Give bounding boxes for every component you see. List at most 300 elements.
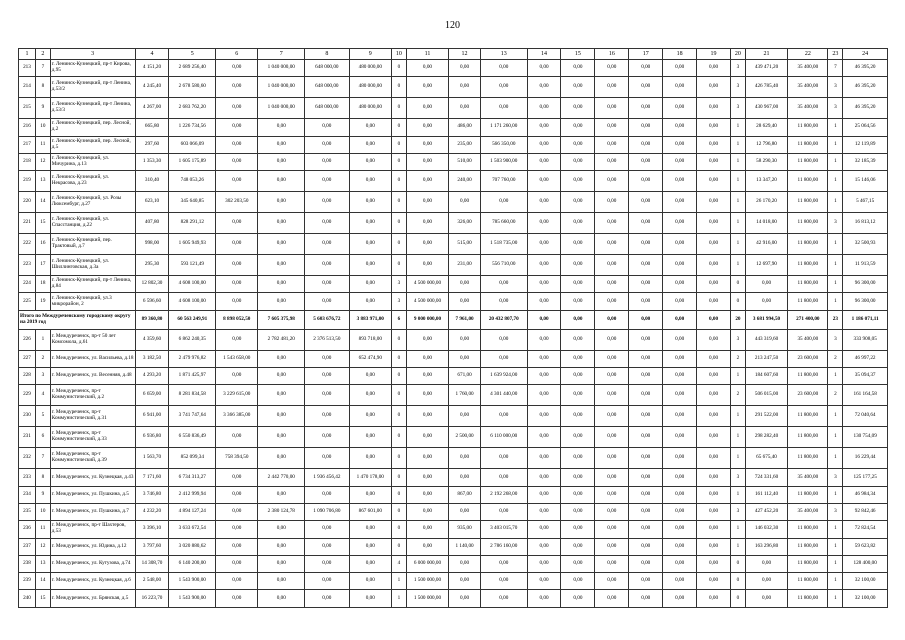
table-cell: 35 400,00 [788, 503, 828, 520]
table-cell: 0 [391, 448, 406, 469]
table-cell: 0,00 [629, 406, 663, 427]
table-cell: 0,00 [561, 60, 595, 77]
table-cell: 0,00 [561, 171, 595, 192]
table-cell: 125 177,25 [843, 469, 888, 486]
table-cell: 0,00 [527, 555, 561, 572]
table-cell: 515,00 [449, 234, 481, 255]
table-cell: 0,00 [595, 310, 629, 329]
table-cell: 0,00 [216, 255, 258, 276]
table-cell: 0,00 [527, 521, 561, 538]
table-cell: 0,00 [216, 171, 258, 192]
table-cell: 7 [828, 60, 843, 77]
table-cell: 6 550 836,49 [169, 427, 216, 448]
table-cell: 0,00 [305, 192, 350, 213]
table-cell: 0,00 [449, 469, 481, 486]
table-cell: 3 [828, 98, 843, 119]
table-cell: 0,00 [527, 60, 561, 77]
table-cell: 0,00 [305, 171, 350, 192]
table-cell: 11 800,00 [788, 368, 828, 385]
table-cell: 0,00 [406, 171, 448, 192]
table-cell: 0,00 [663, 98, 697, 119]
table-cell: 19 [697, 49, 731, 60]
table-cell: 11 800,00 [788, 406, 828, 427]
table-cell: 1 [35, 329, 50, 350]
table-cell: г. Ленинск-Кузнецкий, ул. Шиллинговская, д.3а [50, 255, 135, 276]
table-cell: 7 [35, 60, 50, 77]
table-cell: 1 500 000,00 [406, 590, 448, 607]
table-cell: 0,00 [258, 406, 305, 427]
table-cell: 0,00 [406, 538, 448, 555]
table-cell: 4 608 100,00 [169, 293, 216, 310]
table-cell: 0,00 [745, 573, 787, 590]
table-cell: 237 [19, 538, 36, 555]
table-cell: 0,00 [663, 385, 697, 406]
table-cell: 566 350,00 [480, 136, 527, 153]
table-cell: 4 151,20 [135, 60, 169, 77]
table-cell: 0,00 [527, 329, 561, 350]
table-cell: 1 [731, 153, 746, 170]
table-cell: 0,00 [406, 255, 448, 276]
table-cell: 3 746,80 [135, 486, 169, 503]
table-cell: 23 [828, 310, 843, 329]
table-cell: 4 500 000,00 [406, 293, 448, 310]
table-cell: 0,00 [697, 469, 731, 486]
table-cell: 1 760,00 [449, 385, 481, 406]
table-cell: г. Междуреченск, ул. Юдина, д.12 [50, 538, 135, 555]
table-cell: 0 [391, 427, 406, 448]
table-cell: 0,00 [527, 350, 561, 367]
table-cell: 3 633 672,54 [169, 521, 216, 538]
table-cell: 0,00 [663, 368, 697, 385]
table-cell: 2 412 999,94 [169, 486, 216, 503]
table-cell: 128 400,00 [843, 555, 888, 572]
table-cell: 1 [828, 538, 843, 555]
table-cell: 216 [19, 119, 36, 136]
table-cell: 0,00 [216, 503, 258, 520]
table-cell: 2 782 481,20 [258, 329, 305, 350]
table-cell: 0,00 [697, 98, 731, 119]
table-cell: 0,00 [629, 77, 663, 98]
table-cell: 0,00 [561, 77, 595, 98]
table-cell: 11 [406, 49, 448, 60]
table-cell: 0,00 [305, 234, 350, 255]
table-cell: 0,00 [406, 521, 448, 538]
table-cell: 0,00 [216, 293, 258, 310]
table-cell: 0,00 [527, 293, 561, 310]
table-cell: 0,00 [216, 329, 258, 350]
table-cell: 0,00 [595, 521, 629, 538]
table-cell: 1 353,30 [135, 153, 169, 170]
table-row [19, 427, 888, 448]
table-cell: 11 800,00 [788, 521, 828, 538]
table-cell: 1 543 900,00 [169, 573, 216, 590]
table-cell: 7 961,00 [449, 310, 481, 329]
table-cell: 2 479 976,82 [169, 350, 216, 367]
table-cell: 3 [828, 329, 843, 350]
table-cell: 0,00 [216, 213, 258, 234]
table-cell: 0,00 [406, 98, 448, 119]
table-cell: 0,00 [697, 60, 731, 77]
table-cell: 0,00 [527, 310, 561, 329]
table-cell: 0,00 [449, 98, 481, 119]
table-cell: г. Ленинск-Кузнецкий, ул. Розы Люксембург, д.27 [50, 192, 135, 213]
table-cell: 18 [663, 49, 697, 60]
table-cell: 4 894 127,24 [169, 503, 216, 520]
table-cell: 4 500 000,00 [406, 276, 448, 293]
table-cell: 6 659,00 [135, 385, 169, 406]
table-cell: 1 605 949,93 [169, 234, 216, 255]
table-cell: 228 [19, 368, 36, 385]
table-cell: 2 [731, 350, 746, 367]
table-cell: 89 360,80 [135, 310, 169, 329]
table-cell: 1 [828, 590, 843, 607]
table-cell: 1 090 706,80 [305, 503, 350, 520]
table-cell: 146 032,30 [745, 521, 787, 538]
table-cell: 22 [788, 49, 828, 60]
table-cell: 0,00 [561, 98, 595, 119]
table-cell: 6 [216, 49, 258, 60]
table-cell: 1 171 260,00 [480, 119, 527, 136]
table-cell: 0,00 [527, 368, 561, 385]
table-cell: 11 800,00 [788, 538, 828, 555]
page-number: 120 [445, 20, 460, 31]
table-cell: 24 [843, 49, 888, 60]
table-cell: 4 232,20 [135, 503, 169, 520]
table-cell: 0,00 [663, 255, 697, 276]
table-cell: 17 [629, 49, 663, 60]
table-cell: 0,00 [663, 293, 697, 310]
table-cell: 184 607,60 [745, 368, 787, 385]
table-cell: г. Междуреченск, ул. Кутузова, д.74 [50, 555, 135, 572]
table-cell: 0,00 [258, 255, 305, 276]
table-cell: 0,00 [258, 427, 305, 448]
table-cell: 0 [391, 98, 406, 119]
table-cell: 0,00 [305, 153, 350, 170]
table-cell: 0,00 [480, 293, 527, 310]
table-cell: 0,00 [406, 60, 448, 77]
table-cell: 213 [19, 60, 36, 77]
table-cell: 9 000 000,00 [406, 310, 448, 329]
table-cell: г. Междуреченск, ул. Пушкина, д.7 [50, 503, 135, 520]
table-cell: 0,00 [629, 503, 663, 520]
table-cell: 0 [391, 136, 406, 153]
table-cell: 1 [731, 213, 746, 234]
table-cell: г. Ленинск-Кузнецкий, ул. Спасстанция, д.22 [50, 213, 135, 234]
table-cell: 0,00 [629, 538, 663, 555]
table-cell: 7 171,60 [135, 469, 169, 486]
table-cell: 0 [391, 350, 406, 367]
table-cell: 0,00 [406, 368, 448, 385]
table-cell: 1 [828, 234, 843, 255]
register-table [18, 48, 888, 608]
table-cell: 0,00 [406, 448, 448, 469]
table-cell: 0,00 [697, 406, 731, 427]
table-cell: 224 [19, 276, 36, 293]
table-cell: г. Междуреченск, ул. Весенняя, д.48 [50, 368, 135, 385]
table-cell: 0,00 [697, 171, 731, 192]
table-cell: 0,00 [629, 448, 663, 469]
table-cell: 223 [19, 255, 36, 276]
table-cell: 0,00 [216, 521, 258, 538]
table-cell: 1 [828, 406, 843, 427]
table-cell: 3 [731, 329, 746, 350]
table-cell: 0,00 [258, 350, 305, 367]
table-row [19, 538, 888, 555]
table-cell: 480 000,00 [349, 98, 391, 119]
table-cell: 163 296,80 [745, 538, 787, 555]
table-cell: 12 697,90 [745, 255, 787, 276]
table-cell: 480 000,00 [349, 77, 391, 98]
table-cell: 486,00 [449, 119, 481, 136]
table-cell: 1 [731, 171, 746, 192]
table-cell: 9 [35, 98, 50, 119]
table-cell: 0,00 [258, 385, 305, 406]
table-cell: 0,00 [527, 590, 561, 607]
table-cell: 1 186 071,11 [843, 310, 888, 329]
table-cell: 2 [35, 350, 50, 367]
table-cell: 229 [19, 385, 36, 406]
table-cell: 0,00 [406, 329, 448, 350]
table-cell: 0,00 [663, 77, 697, 98]
table-cell: 6 941,00 [135, 406, 169, 427]
table-cell: г. Ленинск-Кузнецкий, пр-т Ленина, д.53/2 [50, 77, 135, 98]
table-cell: 0,00 [305, 276, 350, 293]
table-cell: 0,00 [349, 213, 391, 234]
table-cell: 16 223,70 [135, 590, 169, 607]
table-cell: 439 471,20 [745, 60, 787, 77]
table-cell: г. Ленинск-Кузнецкий, ул.3 микрорайон, 2 [50, 293, 135, 310]
table-cell: 1 040 000,00 [258, 60, 305, 77]
table-cell: 3 883 971,00 [349, 310, 391, 329]
table-cell: 4 [135, 49, 169, 60]
table-cell: 60 563 249,91 [169, 310, 216, 329]
table-cell: 0,00 [406, 486, 448, 503]
table-cell: 0,00 [629, 329, 663, 350]
table-cell: 11 [35, 136, 50, 153]
table-row [19, 213, 888, 234]
table-cell: 0,00 [258, 234, 305, 255]
table-cell: 828 291,12 [169, 213, 216, 234]
table-cell: 1 [391, 590, 406, 607]
table-cell: 2 500,00 [449, 427, 481, 448]
table-cell: 4 [35, 385, 50, 406]
table-cell: 0 [391, 255, 406, 276]
table-cell: 1 [828, 448, 843, 469]
table-cell: 220 [19, 192, 36, 213]
table-cell: 3 [828, 469, 843, 486]
table-cell: 1 [731, 427, 746, 448]
table-cell: 23 600,00 [788, 385, 828, 406]
table-cell: 0,00 [663, 310, 697, 329]
table-cell: 7 [258, 49, 305, 60]
table-cell: 0,00 [527, 213, 561, 234]
table-cell: 310,40 [135, 171, 169, 192]
table-cell: 0,00 [305, 350, 350, 367]
table-cell: 8 898 052,50 [216, 310, 258, 329]
table-cell: 0,00 [449, 329, 481, 350]
table-cell: 2 689 256,40 [169, 60, 216, 77]
table-cell: 480 000,00 [349, 60, 391, 77]
table-cell: 1 140,00 [449, 538, 481, 555]
table-cell: 0 [391, 503, 406, 520]
table-cell: 11 800,00 [788, 590, 828, 607]
table-cell: 0,00 [258, 448, 305, 469]
table-cell: 35 400,00 [788, 60, 828, 77]
table-cell: 226 [19, 329, 36, 350]
table-cell: 0,00 [595, 469, 629, 486]
table-cell: 0,00 [216, 119, 258, 136]
table-cell: 0,00 [349, 293, 391, 310]
table-cell: 0 [391, 119, 406, 136]
table-cell: 0,00 [629, 276, 663, 293]
table-cell: 235,00 [449, 136, 481, 153]
table-cell: 0 [731, 293, 746, 310]
table-cell: 0,00 [216, 136, 258, 153]
table-cell: 0 [391, 171, 406, 192]
table-cell: 0,00 [258, 486, 305, 503]
table-cell: 0,00 [480, 192, 527, 213]
table-cell: 2 [828, 350, 843, 367]
table-cell: 556 710,00 [480, 255, 527, 276]
table-cell: г. Междуреченск, пр-т Коммунистический, д.33 [50, 427, 135, 448]
table-cell: 0,00 [349, 406, 391, 427]
table-cell: 2 683 762,20 [169, 98, 216, 119]
table-cell: 1 [731, 255, 746, 276]
table-cell: 3 [828, 77, 843, 98]
table-cell: 0,00 [629, 555, 663, 572]
table-cell: 11 800,00 [788, 573, 828, 590]
table-cell: 665,80 [135, 119, 169, 136]
table-cell: 0,00 [697, 136, 731, 153]
table-cell: 0,00 [527, 538, 561, 555]
table-cell: 11 800,00 [788, 255, 828, 276]
table-cell: 235 [19, 503, 36, 520]
table-row [19, 136, 888, 153]
table-cell: 1 [731, 192, 746, 213]
table-cell: 0,00 [629, 590, 663, 607]
table-cell: 3 [731, 77, 746, 98]
table-cell: 32 100,00 [843, 590, 888, 607]
table-cell: 72 040,64 [843, 406, 888, 427]
table-cell: 0 [731, 276, 746, 293]
table-cell: 9 [35, 486, 50, 503]
total-row [19, 310, 888, 329]
table-cell: 16 [35, 234, 50, 255]
table-cell: 5 603 676,72 [305, 310, 350, 329]
table-cell: 0,00 [258, 153, 305, 170]
table-cell: 6 596,60 [135, 293, 169, 310]
table-cell: 217 [19, 136, 36, 153]
table-cell: 0,00 [216, 234, 258, 255]
table-cell: 0,00 [349, 119, 391, 136]
table-cell: 0,00 [697, 573, 731, 590]
table-cell: 0,00 [406, 385, 448, 406]
table-cell: 0,00 [480, 573, 527, 590]
table-cell: 0,00 [629, 293, 663, 310]
table-cell: 0,00 [527, 255, 561, 276]
table-cell: 17 [35, 255, 50, 276]
table-cell: 0,00 [629, 136, 663, 153]
table-cell: 11 [35, 521, 50, 538]
table-cell: 0,00 [305, 427, 350, 448]
table-cell: 3 [35, 368, 50, 385]
table-cell: 0,00 [406, 153, 448, 170]
table-cell: 12 [35, 153, 50, 170]
table-cell: 0,00 [527, 136, 561, 153]
table-cell: 0,00 [258, 276, 305, 293]
table-cell: 0,00 [663, 136, 697, 153]
table-cell: 0,00 [745, 555, 787, 572]
table-cell: 4 359,60 [135, 329, 169, 350]
table-cell: 0,00 [697, 590, 731, 607]
table-cell: 1 500 000,00 [406, 573, 448, 590]
table-cell: 11 800,00 [788, 486, 828, 503]
table-cell: 0,00 [595, 590, 629, 607]
table-cell: 707 760,00 [480, 171, 527, 192]
table-cell: 231 [19, 427, 36, 448]
table-cell: 0,00 [629, 427, 663, 448]
table-cell: 298 282,40 [745, 427, 787, 448]
table-cell: 0,00 [305, 136, 350, 153]
table-cell: 19 [35, 293, 50, 310]
table-cell: г. Ленинск-Кузнецкий, пер. Трактовый, д.7 [50, 234, 135, 255]
table-cell: 13 [35, 171, 50, 192]
table-cell: 0,00 [697, 350, 731, 367]
table-cell: 0,00 [697, 427, 731, 448]
table-cell: 430 967,00 [745, 98, 787, 119]
table-cell: 0,00 [258, 521, 305, 538]
table-cell: 0,00 [663, 503, 697, 520]
table-cell: 0,00 [258, 368, 305, 385]
table-cell: 233 [19, 469, 36, 486]
table-cell: 0,00 [305, 573, 350, 590]
table-cell: 0,00 [305, 590, 350, 607]
table-cell: 3 [731, 60, 746, 77]
table-cell: 1 [828, 171, 843, 192]
table-cell: 0,00 [697, 555, 731, 572]
table-row [19, 350, 888, 367]
table-cell: 12 802,30 [135, 276, 169, 293]
table-row [19, 521, 888, 538]
table-cell: 1 [828, 573, 843, 590]
table-cell: 59 623,82 [843, 538, 888, 555]
table-row [19, 329, 888, 350]
table-cell: 0,00 [629, 119, 663, 136]
table-cell: 0,00 [216, 486, 258, 503]
table-cell: 0,00 [216, 153, 258, 170]
table-cell: 0,00 [258, 555, 305, 572]
table-cell: 2 786 160,00 [480, 538, 527, 555]
table-cell: г. Ленинск-Кузнецкий, ул. Мичурина, д.13 [50, 153, 135, 170]
table-row [19, 503, 888, 520]
table-cell: 1 040 000,00 [258, 98, 305, 119]
table-cell: 0,00 [595, 538, 629, 555]
table-cell: 0,00 [561, 153, 595, 170]
table-cell: 6 862 240,35 [169, 329, 216, 350]
table-cell: 12 796,80 [745, 136, 787, 153]
table-cell: 0,00 [663, 192, 697, 213]
table-cell: 0,00 [449, 555, 481, 572]
table-cell: 0,00 [745, 276, 787, 293]
table-cell: 603 066,09 [169, 136, 216, 153]
table-cell: 0,00 [349, 573, 391, 590]
table-cell: 1 [828, 255, 843, 276]
table-cell: 0,00 [697, 119, 731, 136]
table-cell: 0,00 [480, 350, 527, 367]
table-cell: 0 [391, 538, 406, 555]
table-cell: 13 [35, 555, 50, 572]
table-cell: 0,00 [305, 293, 350, 310]
